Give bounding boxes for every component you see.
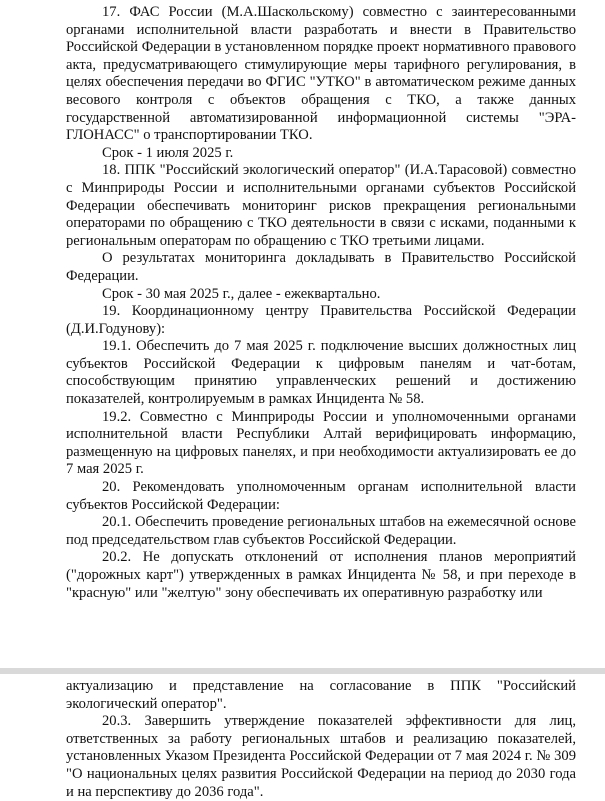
- page-2-text: [66, 678, 576, 801]
- paragraph-20-2-continued: актуализацию и представление на согласование в ППК "Российский экологический оператор".: [66, 678, 576, 712]
- paragraph-20-3: 20.3. Завершить утверждение показателей эффективности для лиц, ответственных за работу региональных штабов и реализацию показателей, установленных Указом Президента Российской Федерации от 7 мая 2024 г. № 309 "О национальных целях развития Российской Федерации на период до 2030 года и на перспективу до 2036 года".: [66, 713, 576, 800]
- paragraph-20: 20. Рекомендовать уполномоченным органам исполнительной власти субъектов Российской Федерации:: [66, 479, 576, 513]
- page-1-text: [66, 4, 576, 602]
- deadline-17: Срок - 1 июля 2025 г.: [102, 144, 234, 161]
- paragraph-17: 17. ФАС России (М.А.Шаскольскому) совместно с заинтересованными органами исполнительной власти разработать и внести в Правительство Российской Федерации в установленном порядке проект нормативного правового акта, предусматривающего стимулирующие меры тарифного регулирования, в целях обеспечения передачи во ФГИС "УТКО" в автоматическом режиме данных весового контроля с объектов обращения с ТКО, а также данных государственной автоматизированной информационной системы "ЭРА-ГЛОНАСС" о транспортировании ТКО.: [66, 4, 576, 144]
- paragraph-19-2: 19.2. Совместно с Минприроды России и уполномоченными органами исполнительной власти Республики Алтай верифицировать информацию, размещенную на цифровых панелях, и при необходимости актуализировать ее до 7 мая 2025 г.: [66, 408, 576, 478]
- document-page-2: [0, 674, 605, 800]
- paragraph-18-report: О результатах мониторинга докладывать в Правительство Российской Федерации.: [66, 250, 576, 284]
- paragraph-20-1: 20.1. Обеспечить проведение региональных штабов на ежемесячной основе под председательством глав субъектов Российской Федерации.: [66, 514, 576, 548]
- paragraph-18: 18. ППК "Российский экологический оператор" (И.А.Тарасовой) совместно с Минприроды России и исполнительными органами субъектов Российской Федерации обеспечивать мониторинг рисков прекращения региональными операторами по обращению с ТКО деятельности в связи с исками, поданными к региональным операторам по обращению с ТКО третьими лицами.: [66, 162, 576, 249]
- paragraph-19-1: 19.1. Обеспечить до 7 мая 2025 г. подключение высших должностных лиц субъектов Российской Федерации к цифровым панелям и чат-ботам, способствующим принятию управленческих решений и достижению показателей, контролируемым в рамках Инцидента № 58.: [66, 338, 576, 408]
- paragraph-20-2: 20.2. Не допускать отклонений от исполнения планов мероприятий ("дорожных карт") утвержденных в рамках Инцидента № 58, и при переходе в "красную" или "желтую" зону обеспечивать их оперативную разработку или: [66, 549, 576, 601]
- paragraph-19: 19. Координационному центру Правительства Российской Федерации (Д.И.Годунову):: [66, 303, 576, 337]
- deadline-18: Срок - 30 мая 2025 г., далее - ежеквартально.: [102, 285, 381, 302]
